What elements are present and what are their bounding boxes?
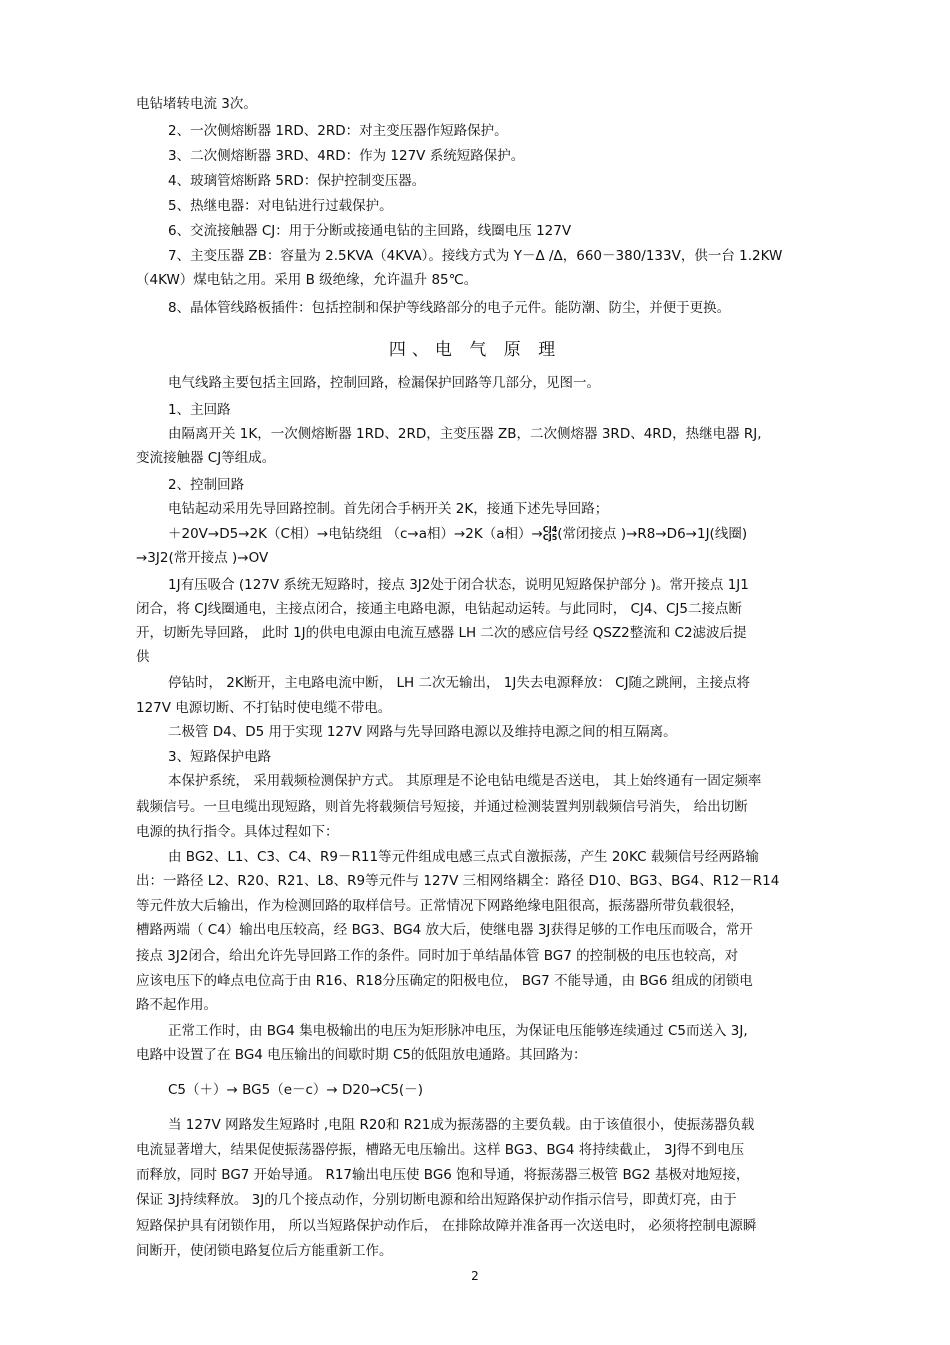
text-line: 电流显著增大，结果促使振荡器停振，槽路无电压输出。这样 BG3、BG4 将持续截止， 3J得不到电压 bbox=[136, 1142, 745, 1158]
text-line: 电路中设置了在 BG4 电压输出的间歇时期 C5的低阻放电通路。其回路为： bbox=[136, 1047, 587, 1063]
text-line: 路不起作用。 bbox=[136, 997, 217, 1013]
text-line: 本保护系统， 采用载频检测保护方式。 其原理是不论电钻电缆是否送电， 其上始终通有一固定频率 bbox=[168, 773, 762, 789]
subsection-heading: 1、主回路 bbox=[168, 402, 231, 418]
page-number: 2 bbox=[471, 1269, 479, 1283]
text-line: 供 bbox=[136, 649, 150, 665]
text-line: 当 127V 网路发生短路时 ,电阻 R20和 R21成为振荡器的主要负载。由于该值很小，使振荡器负载 bbox=[168, 1117, 755, 1133]
section-title: 四、电 气 原 理 bbox=[388, 340, 562, 360]
text-line: 电源的执行指令。具体过程如下： bbox=[136, 824, 339, 840]
text-line: 等元件放大后输出，作为检测回路的取样信号。正常情况下网路绝缘电阻很高，振荡器所带负载很轻， bbox=[136, 898, 744, 914]
text-line: 1J有压吸合 (127V 系统无短路时，接点 3J2处于闭合状态，说明见短路保护部分 )。常开接点 1J1 bbox=[168, 577, 749, 593]
text-line: 短路保护具有闭锁作用， 所以当短路保护动作后， 在排除故障并准备再一次送电时， 必须将控制电源瞬 bbox=[136, 1218, 757, 1234]
text-line: 应该电压下的峰点电位高于由 R16、R18分压确定的阳极电位， BG7 不能导通，由 BG6 组成的闭锁电 bbox=[136, 973, 753, 989]
formula-line bbox=[168, 522, 882, 547]
subsection-heading: 2、控制回路 bbox=[168, 477, 245, 493]
list-item: 6、交流接触器 CJ：用于分断或接通电钻的主回路，线圈电压 127V bbox=[168, 223, 572, 239]
cj-contact-symbol: CJ4 CJ5 bbox=[542, 525, 558, 542]
list-item: 4、玻璃管熔断路 5RD：保护控制变压器。 bbox=[168, 173, 426, 189]
formula-after: (常闭接点 )→R8→D6→1J(线圈) bbox=[557, 526, 748, 542]
text-line: 二极管 D4、D5 用于实现 127V 网路与先导回路电源以及维持电源之间的相互隔离。 bbox=[168, 724, 677, 740]
list-item: 7、主变压器 ZB：容量为 2.5KVA（4KVA）。接线方式为 Y－Δ /Δ，660－380/133V，供一台 1.2KW bbox=[168, 248, 783, 264]
text-line: 载频信号。一旦电缆出现短路，则首先将载频信号短接，并通过检测装置判别载频信号消失， 给出切断 bbox=[136, 799, 748, 815]
text-line: 由 BG2、L1、C3、C4、R9－R11等元件组成电感三点式自激振荡，产生 20KC 载频信号经两路输 bbox=[168, 849, 759, 865]
text-line: 开，切断先导回路， 此时 1J的供电电源由电流互感器 LH 二次的感应信号经 QSZ2整流和 C2滤波后提 bbox=[136, 625, 747, 641]
text-line: 变流接触器 CJ等组成。 bbox=[136, 450, 276, 466]
text-line: 保证 3J持续释放。 3J的几个接点动作，分别切断电源和给出短路保护动作指示信号，即黄灯亮，由于 bbox=[136, 1192, 737, 1208]
text-line: 出：一路径 L2、R20、R21、L8、R9等元件与 127V 三相网络耦全：路径 D10、BG3、BG4、R12－R14 bbox=[136, 873, 780, 889]
formula-before: ＋20V→D5→2K（C相）→电钻绕组 （c→a相）→2K（a相）→ bbox=[168, 526, 543, 542]
list-item: 3、二次侧熔断器 3RD、4RD：作为 127V 系统短路保护。 bbox=[168, 148, 525, 164]
text-line: 电钻堵转电流 3次。 bbox=[136, 96, 257, 112]
text-line: （4KW）煤电钻之用。采用 B 级绝缘，允许温升 85℃。 bbox=[136, 272, 478, 288]
text-line: 127V 电源切断、不打钻时使电缆不带电。 bbox=[136, 700, 392, 716]
list-item: 2、一次侧熔断器 1RD、2RD：对主变压器作短路保护。 bbox=[168, 123, 508, 139]
text-line: 间断开，使闭锁电路复位后方能重新工作。 bbox=[136, 1243, 393, 1259]
text-line: 接点 3J2闭合，给出允许先导回路工作的条件。同时加于单结晶体管 BG7 的控制极的电压也较高，对 bbox=[136, 948, 739, 964]
text-line: 而释放，同时 BG7 开始导通。 R17输出电压使 BG6 饱和导通，将振荡器三极管 BG2 基极对地短接， bbox=[136, 1167, 750, 1183]
text-line: 电气线路主要包括主回路，控制回路，检漏保护回路等几部分，见图一。 bbox=[168, 375, 600, 391]
list-item: 8、晶体管线路板插件：包括控制和保护等线路部分的电子元件。能防潮、防尘，并便于更换。 bbox=[168, 300, 731, 316]
subsection-heading: 3、短路保护电路 bbox=[168, 749, 272, 765]
text-line: 正常工作时，由 BG4 集电极输出的电压为矩形脉冲电压，为保证电压能够连续通过 C5而送入 3J, bbox=[168, 1023, 748, 1039]
text-line: 停钻时， 2K断开，主电路电流中断， LH 二次无输出， 1J失去电源释放： CJ随之跳闸，主接点将 bbox=[168, 675, 751, 691]
text-line: 电钻起动采用先导回路控制。首先闭合手柄开关 2K，接通下述先导回路； bbox=[168, 501, 609, 517]
list-item: 5、热继电器：对电钻进行过载保护。 bbox=[168, 198, 393, 214]
formula-line: C5（＋）→ BG5（e－c）→ D20→C5(－) bbox=[168, 1082, 423, 1098]
text-line: 由隔离开关 1K，一次侧熔断器 1RD、2RD，主变压器 ZB，二次侧熔器 3RD、4RD，热继电器 RJ, bbox=[168, 426, 762, 442]
text-line: →3J2(常开接点 )→OV bbox=[136, 550, 269, 566]
text-line: 闭合，将 CJ线圈通电，主接点闭合，接通主电路电源，电钻起动运转。与此同时， CJ4、CJ5二接点断 bbox=[136, 601, 742, 617]
text-line: 槽路两端（ C4）输出电压较高，经 BG3、BG4 放大后，使继电器 3J获得足够的工作电压而吸合，常开 bbox=[136, 922, 753, 938]
